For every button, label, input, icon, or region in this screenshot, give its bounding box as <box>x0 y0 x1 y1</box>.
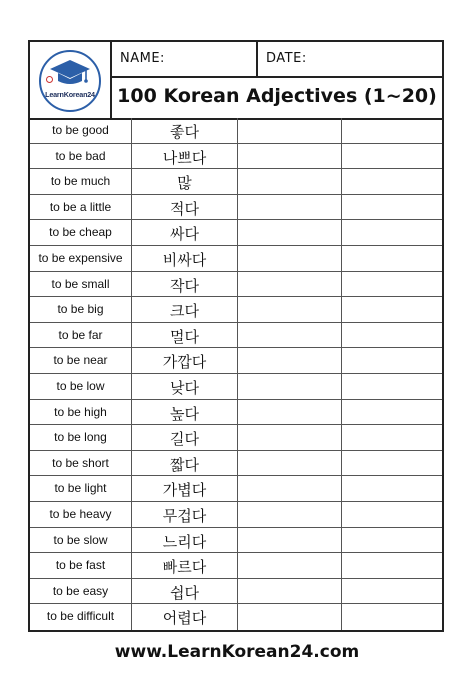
logo-cell <box>30 42 112 118</box>
practice-cell-1[interactable] <box>238 579 342 604</box>
korean-text: 무겁다 <box>162 506 207 525</box>
korean-text: 싸다 <box>170 225 199 244</box>
table-row <box>30 528 442 554</box>
english-text: to be long <box>54 430 107 445</box>
table-row <box>30 323 442 349</box>
graduation-cap-icon <box>49 58 91 88</box>
english-cell <box>30 374 132 399</box>
practice-cell-1[interactable] <box>238 272 342 297</box>
korean-cell <box>132 169 238 194</box>
table-row <box>30 604 442 630</box>
name-cell <box>112 42 258 78</box>
table-row <box>30 144 442 170</box>
practice-cell-2[interactable] <box>342 400 442 425</box>
practice-cell-1[interactable] <box>238 400 342 425</box>
name-label: NAME: <box>120 51 165 66</box>
korean-cell <box>132 425 238 450</box>
english-cell <box>30 451 132 476</box>
table-row <box>30 476 442 502</box>
korean-text: 적다 <box>170 199 199 218</box>
practice-cell-2[interactable] <box>342 348 442 373</box>
english-cell <box>30 400 132 425</box>
table-row <box>30 297 442 323</box>
table-row <box>30 400 442 426</box>
table-row <box>30 374 442 400</box>
english-text: to be far <box>58 327 103 342</box>
table-row <box>30 451 442 477</box>
practice-cell-2[interactable] <box>342 169 442 194</box>
english-text: to be heavy <box>49 506 112 521</box>
practice-cell-1[interactable] <box>238 451 342 476</box>
english-text: to be cheap <box>49 225 112 240</box>
korean-text: 어렵다 <box>162 609 207 628</box>
practice-cell-2[interactable] <box>342 118 442 143</box>
practice-cell-2[interactable] <box>342 246 442 271</box>
worksheet-header <box>30 42 442 120</box>
english-cell <box>30 297 132 322</box>
english-cell <box>30 528 132 553</box>
practice-cell-1[interactable] <box>238 553 342 578</box>
practice-cell-2[interactable] <box>342 195 442 220</box>
english-cell <box>30 502 132 527</box>
logo-flag-dot <box>46 76 53 83</box>
practice-cell-2[interactable] <box>342 553 442 578</box>
english-cell <box>30 553 132 578</box>
date-label: DATE: <box>266 51 307 66</box>
practice-cell-1[interactable] <box>238 604 342 630</box>
learnkorean24-logo <box>39 50 101 112</box>
page-title: 100 Korean Adjectives (1~20) <box>117 85 437 107</box>
korean-cell <box>132 144 238 169</box>
english-cell <box>30 348 132 373</box>
english-cell <box>30 144 132 169</box>
english-cell <box>30 169 132 194</box>
korean-text: 길다 <box>170 430 199 449</box>
table-row <box>30 579 442 605</box>
english-text: to be difficult <box>46 609 115 624</box>
korean-cell <box>132 528 238 553</box>
korean-text: 많 <box>177 174 192 193</box>
english-cell <box>30 220 132 245</box>
practice-cell-1[interactable] <box>238 144 342 169</box>
korean-cell <box>132 118 238 143</box>
english-text: to be a little <box>49 199 112 214</box>
korean-cell <box>132 323 238 348</box>
table-row <box>30 195 442 221</box>
english-text: to be expensive <box>38 250 123 265</box>
table-row <box>30 118 442 144</box>
practice-cell-1[interactable] <box>238 528 342 553</box>
logo-text: LearnKorean24 <box>45 90 95 99</box>
english-text: to be near <box>53 353 108 368</box>
korean-text: 가깝다 <box>162 353 207 372</box>
practice-cell-2[interactable] <box>342 604 442 630</box>
practice-cell-1[interactable] <box>238 297 342 322</box>
korean-cell <box>132 553 238 578</box>
korean-text: 가볍다 <box>162 481 207 500</box>
practice-cell-2[interactable] <box>342 476 442 501</box>
english-cell <box>30 118 132 143</box>
practice-cell-1[interactable] <box>238 425 342 450</box>
korean-text: 멀다 <box>170 327 199 346</box>
korean-text: 작다 <box>170 276 199 295</box>
korean-text: 나쁘다 <box>162 148 207 167</box>
table-row <box>30 246 442 272</box>
korean-cell <box>132 451 238 476</box>
practice-cell-1[interactable] <box>238 118 342 143</box>
practice-cell-1[interactable] <box>238 195 342 220</box>
date-cell <box>258 42 442 78</box>
practice-cell-2[interactable] <box>342 425 442 450</box>
practice-cell-1[interactable] <box>238 348 342 373</box>
practice-cell-1[interactable] <box>238 374 342 399</box>
english-text: to be good <box>52 123 109 137</box>
english-text: to be much <box>50 174 111 189</box>
korean-cell <box>132 476 238 501</box>
practice-cell-2[interactable] <box>342 374 442 399</box>
korean-text: 낮다 <box>170 378 199 397</box>
korean-cell <box>132 400 238 425</box>
practice-cell-1[interactable] <box>238 220 342 245</box>
table-row <box>30 272 442 298</box>
english-cell <box>30 476 132 501</box>
korean-text: 빠르다 <box>162 558 207 577</box>
practice-cell-2[interactable] <box>342 528 442 553</box>
english-text: to be fast <box>55 558 106 573</box>
practice-cell-1[interactable] <box>238 246 342 271</box>
korean-text: 짧다 <box>170 455 199 474</box>
table-row <box>30 348 442 374</box>
table-row <box>30 169 442 195</box>
practice-cell-2[interactable] <box>342 272 442 297</box>
english-cell <box>30 604 132 630</box>
english-cell <box>30 425 132 450</box>
korean-cell <box>132 604 238 630</box>
english-cell <box>30 195 132 220</box>
english-text: to be easy <box>52 583 109 598</box>
english-text: to be bad <box>55 148 106 163</box>
practice-cell-2[interactable] <box>342 144 442 169</box>
vocab-table <box>30 118 442 630</box>
korean-text: 좋다 <box>170 123 199 141</box>
footer-url: www.LearnKorean24.com <box>114 642 360 662</box>
practice-cell-2[interactable] <box>342 451 442 476</box>
practice-cell-1[interactable] <box>238 169 342 194</box>
table-row <box>30 502 442 528</box>
english-cell <box>30 579 132 604</box>
korean-text: 비싸다 <box>162 250 207 269</box>
practice-cell-1[interactable] <box>238 323 342 348</box>
korean-text: 쉽다 <box>170 583 199 602</box>
english-cell <box>30 246 132 271</box>
practice-cell-2[interactable] <box>342 579 442 604</box>
korean-cell <box>132 195 238 220</box>
english-text: to be short <box>52 455 109 470</box>
table-row <box>30 220 442 246</box>
english-text: to be small <box>51 276 110 291</box>
english-text: to be high <box>54 404 107 419</box>
english-text: to be big <box>57 302 104 317</box>
korean-cell <box>132 348 238 373</box>
english-cell <box>30 272 132 297</box>
korean-text: 느리다 <box>162 532 207 551</box>
table-row <box>30 553 442 579</box>
practice-cell-1[interactable] <box>238 502 342 527</box>
korean-cell <box>132 374 238 399</box>
practice-cell-2[interactable] <box>342 220 442 245</box>
table-row <box>30 425 442 451</box>
korean-text: 크다 <box>170 302 199 321</box>
english-text: to be slow <box>53 532 108 547</box>
english-cell <box>30 323 132 348</box>
english-text: to be light <box>54 481 107 496</box>
title-cell <box>112 78 442 118</box>
english-text: to be low <box>56 378 105 393</box>
korean-cell <box>132 272 238 297</box>
practice-cell-2[interactable] <box>342 297 442 322</box>
korean-cell <box>132 502 238 527</box>
korean-cell <box>132 297 238 322</box>
practice-cell-2[interactable] <box>342 323 442 348</box>
korean-cell <box>132 579 238 604</box>
korean-text: 높다 <box>170 404 199 423</box>
worksheet <box>28 40 444 632</box>
korean-cell <box>132 246 238 271</box>
korean-cell <box>132 220 238 245</box>
practice-cell-1[interactable] <box>238 476 342 501</box>
practice-cell-2[interactable] <box>342 502 442 527</box>
